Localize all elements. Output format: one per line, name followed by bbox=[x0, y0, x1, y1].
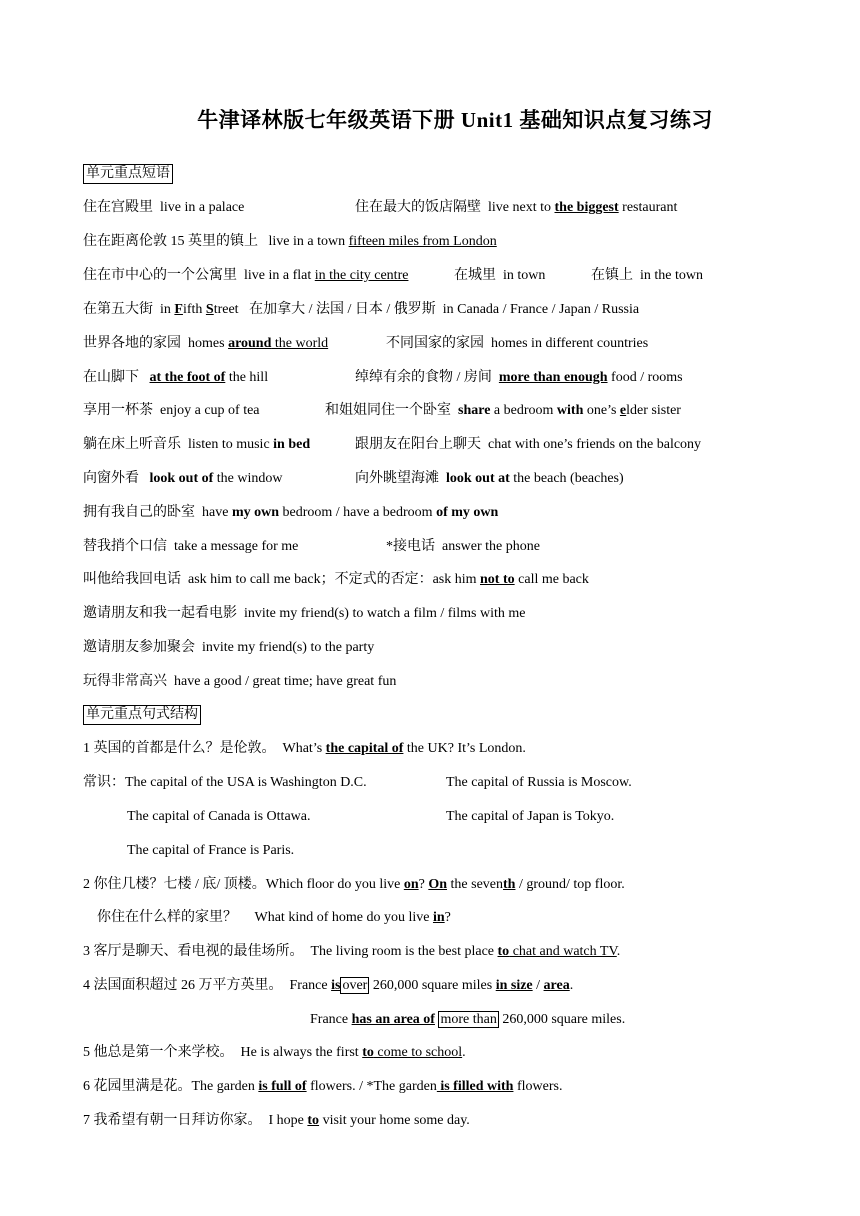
phrase-key: look out at bbox=[446, 471, 510, 486]
phrase-en: the window bbox=[213, 471, 283, 486]
phrase-cn: *接电话 bbox=[386, 539, 435, 554]
sentence-cn: 3 客厅是聊天、看电视的最佳场所。 bbox=[83, 944, 304, 959]
phrase-en: in town bbox=[503, 268, 546, 283]
sentence-cn: 6 花园里满是花。 bbox=[83, 1079, 192, 1094]
phrase-en: invite my friend(s) to the party bbox=[202, 640, 375, 655]
phrase-cn: 住在最大的饭店隔壁 bbox=[355, 200, 481, 215]
sentence-en: . bbox=[616, 944, 621, 959]
phrase-key: with bbox=[556, 403, 584, 418]
phrase-en: invite my friend(s) to watch a film / films with me bbox=[244, 606, 526, 621]
phrase-en: in Canada / France / Japan / Russia bbox=[442, 302, 640, 317]
sentence-en: the UK? It’s London. bbox=[403, 741, 526, 756]
phrase-en: one’s bbox=[583, 403, 620, 418]
sentence-en: France bbox=[289, 978, 332, 993]
phrase-key: more than enough bbox=[498, 370, 608, 385]
phrase-en: have bbox=[202, 505, 232, 520]
phrase-en: homes bbox=[188, 336, 229, 351]
note-label: 常识： bbox=[83, 775, 125, 790]
sentence-en: / ground/ top floor. bbox=[515, 877, 625, 892]
sentence-key: is full of bbox=[258, 1079, 307, 1094]
sentence-en: flowers. bbox=[513, 1079, 563, 1094]
phrase-en: live in a palace bbox=[160, 200, 245, 215]
phrase-cn: 和姐姐同住一个卧室 bbox=[325, 403, 451, 418]
phrase-key: S bbox=[205, 302, 214, 317]
phrase-row-9b bbox=[355, 470, 624, 488]
sentence-cn: 7 我希望有朝一日拜访你家。 bbox=[83, 1113, 262, 1128]
sentence-en: I hope bbox=[268, 1113, 308, 1128]
sentence-en: The capital of France is Paris. bbox=[127, 843, 295, 858]
sentence-key: th bbox=[503, 877, 516, 892]
phrase-key: not to bbox=[480, 572, 515, 587]
phrase-key: F bbox=[174, 302, 183, 317]
phrase-cn: 向外眺望海滩 bbox=[355, 471, 439, 486]
sentence-en: 260,000 square miles. bbox=[498, 1012, 626, 1027]
phrase-cn: 叫他给我回电话 bbox=[83, 572, 181, 587]
phrase-cn: 住在宫殿里 bbox=[83, 200, 153, 215]
phrase-row-2 bbox=[83, 233, 497, 251]
phrase-row-11 bbox=[83, 538, 298, 556]
sentence-key: on bbox=[403, 877, 419, 892]
sentence-en: / bbox=[532, 978, 544, 993]
phrase-key: look out of bbox=[149, 471, 214, 486]
phrase-en: in bbox=[160, 302, 175, 317]
sentence-2 bbox=[83, 876, 625, 894]
phrase-cn: 在镇上 bbox=[591, 268, 633, 283]
sentence-en: ? bbox=[444, 910, 451, 925]
phrase-cn: 邀请朋友和我一起看电影 bbox=[83, 606, 237, 621]
phrase-cn: 向窗外看 bbox=[83, 471, 139, 486]
phrase-key: in the city centre bbox=[314, 268, 409, 283]
phrase-cn: 绰绰有余的食物 / 房间 bbox=[355, 370, 492, 385]
sentence-key: has an area of bbox=[351, 1012, 435, 1027]
phrase-row-5b bbox=[386, 335, 648, 353]
phrase-en: chat with one’s friends on the balcony bbox=[488, 437, 702, 452]
sentence-2b bbox=[97, 909, 451, 927]
phrase-row-1 bbox=[83, 199, 244, 217]
phrase-row-10 bbox=[83, 504, 498, 522]
phrase-en: the beach (beaches) bbox=[509, 471, 624, 486]
sentence-3 bbox=[83, 943, 620, 961]
phrase-en: listen to music bbox=[188, 437, 274, 452]
phrase-row-15 bbox=[83, 673, 396, 691]
common-knowledge-row-2b bbox=[446, 808, 614, 826]
phrase-row-13 bbox=[83, 605, 526, 623]
sentence-cn: 1 英国的首都是什么？是伦敦。 bbox=[83, 741, 276, 756]
sentence-key: in size bbox=[495, 978, 533, 993]
sentence-en: The garden bbox=[191, 1079, 259, 1094]
section-heading-sentences: 单元重点句式结构 bbox=[83, 705, 201, 725]
sentence-en: ? bbox=[418, 877, 429, 892]
phrase-row-4 bbox=[83, 301, 639, 319]
phrase-cn: 住在距离伦敦 15 英里的镇上 bbox=[83, 234, 258, 249]
phrase-row-9 bbox=[83, 470, 283, 488]
sentence-en: The capital of Russia is Moscow. bbox=[446, 775, 632, 790]
sentence-en: . bbox=[569, 978, 574, 993]
phrase-en: live in a town bbox=[268, 234, 349, 249]
phrase-row-11b bbox=[386, 538, 540, 556]
sentence-en: What kind of home do you live bbox=[254, 910, 433, 925]
phrase-en: take a message for me bbox=[174, 539, 299, 554]
phrase-key: share bbox=[458, 403, 491, 418]
sentence-key: is filled with bbox=[436, 1079, 514, 1094]
phrase-en: food / rooms bbox=[607, 370, 683, 385]
sentence-en: The capital of Japan is Tokyo. bbox=[446, 809, 615, 824]
sentence-en: come to school bbox=[373, 1045, 463, 1060]
phrase-row-14 bbox=[83, 639, 374, 657]
phrase-cn: 拥有我自己的卧室 bbox=[83, 505, 195, 520]
phrase-cn: 跟朋友在阳台上聊天 bbox=[355, 437, 481, 452]
phrase-key: my own bbox=[231, 505, 279, 520]
sentence-en: He is always the first bbox=[240, 1045, 363, 1060]
sentence-key: On bbox=[428, 877, 448, 892]
phrase-cn: 在第五大街 bbox=[83, 302, 153, 317]
phrase-key: in bed bbox=[273, 437, 311, 452]
sentence-en: the seven bbox=[447, 877, 503, 892]
sentence-en: 260,000 square miles bbox=[369, 978, 496, 993]
phrase-key: e bbox=[619, 403, 627, 418]
phrase-row-7 bbox=[83, 402, 260, 420]
phrase-row-3 bbox=[83, 267, 408, 285]
common-knowledge-row-1 bbox=[83, 774, 367, 792]
sentence-en: The capital of the USA is Washington D.C. bbox=[125, 775, 367, 790]
phrase-row-5 bbox=[83, 335, 328, 353]
sentence-key: to bbox=[307, 1113, 320, 1128]
phrase-en: the hill bbox=[225, 370, 269, 385]
phrase-cn: 住在市中心的一个公寓里 bbox=[83, 268, 237, 283]
phrase-cn: 替我捎个口信 bbox=[83, 539, 167, 554]
phrase-en: lder sister bbox=[626, 403, 681, 418]
sentence-4b bbox=[310, 1011, 625, 1029]
sentence-cn: 5 他总是第一个来学校。 bbox=[83, 1045, 234, 1060]
phrase-row-3c bbox=[591, 267, 703, 285]
phrase-en: in the town bbox=[640, 268, 703, 283]
sentence-en: France bbox=[310, 1012, 352, 1027]
sentence-7 bbox=[83, 1112, 470, 1130]
sentence-key: to bbox=[497, 944, 510, 959]
phrase-key: at the foot of bbox=[149, 370, 226, 385]
phrase-row-6 bbox=[83, 369, 268, 387]
boxed-word: over bbox=[342, 978, 368, 993]
sentence-key: the capital of bbox=[325, 741, 404, 756]
common-knowledge-row-1b bbox=[446, 774, 632, 792]
phrase-en: enjoy a cup of tea bbox=[160, 403, 260, 418]
sentence-key: in bbox=[432, 910, 445, 925]
sentence-key: area bbox=[543, 978, 570, 993]
phrase-key: of my own bbox=[436, 505, 499, 520]
sentence-1 bbox=[83, 740, 526, 758]
phrase-cn: 躺在床上听音乐 bbox=[83, 437, 181, 452]
phrase-cn: 不同国家的家园 bbox=[386, 336, 484, 351]
phrase-row-8b bbox=[355, 436, 701, 454]
page-title: 牛津译林版七年级英语下册 Unit1 基础知识点复习练习 bbox=[197, 108, 713, 132]
phrase-cn: 玩得非常高兴 bbox=[83, 674, 167, 689]
sentence-4 bbox=[83, 977, 573, 995]
common-knowledge-row-2 bbox=[127, 808, 310, 826]
phrase-cn: 邀请朋友参加聚会 bbox=[83, 640, 195, 655]
phrase-row-6b bbox=[355, 369, 683, 387]
phrase-en: restaurant bbox=[618, 200, 678, 215]
phrase-en: the world bbox=[271, 336, 329, 351]
sentence-key: is bbox=[331, 978, 341, 993]
phrase-cn: 在山脚下 bbox=[83, 370, 139, 385]
phrase-en: a bedroom bbox=[490, 403, 557, 418]
sentence-en: The living room is the best place bbox=[310, 944, 498, 959]
phrase-row-1b bbox=[355, 199, 677, 217]
common-knowledge-row-3 bbox=[127, 842, 294, 860]
phrase-en: bedroom / have a bedroom bbox=[279, 505, 437, 520]
section-heading-phrases: 单元重点短语 bbox=[83, 164, 173, 184]
sentence-en: flowers. / *The garden bbox=[306, 1079, 437, 1094]
phrase-en: live next to bbox=[488, 200, 555, 215]
sentence-en: The capital of Canada is Ottawa. bbox=[127, 809, 311, 824]
phrase-key: fifteen miles from London bbox=[348, 234, 497, 249]
sentence-en: chat and watch TV bbox=[509, 944, 617, 959]
phrase-cn: 在城里 bbox=[454, 268, 496, 283]
boxed-word: more than bbox=[440, 1012, 497, 1027]
sentence-en: . bbox=[462, 1045, 466, 1060]
phrase-row-12 bbox=[83, 571, 589, 589]
phrase-row-7b bbox=[325, 402, 681, 420]
phrase-en: have a good / great time; have great fun bbox=[174, 674, 397, 689]
phrase-cn: 在加拿大 / 法国 / 日本 / 俄罗斯 bbox=[249, 302, 436, 317]
phrase-en: answer the phone bbox=[442, 539, 540, 554]
phrase-cn: 享用一杯茶 bbox=[83, 403, 153, 418]
sentence-en: Which floor do you live bbox=[265, 877, 404, 892]
sentence-key: to bbox=[362, 1045, 374, 1060]
phrase-cn: 世界各地的家园 bbox=[83, 336, 181, 351]
phrase-en: homes in different countries bbox=[491, 336, 649, 351]
phrase-key: around bbox=[228, 336, 272, 351]
sentence-en: What’s bbox=[282, 741, 326, 756]
phrase-row-8 bbox=[83, 436, 310, 454]
sentence-en: visit your home some day. bbox=[319, 1113, 470, 1128]
phrase-en: live in a flat bbox=[244, 268, 315, 283]
sentence-cn: 2 你住几楼？七楼 / 底/ 顶楼。 bbox=[83, 877, 266, 892]
phrase-key: the biggest bbox=[554, 200, 619, 215]
phrase-row-3b bbox=[454, 267, 545, 285]
sentence-cn: 你住在什么样的家里？ bbox=[97, 910, 237, 925]
sentence-6 bbox=[83, 1078, 562, 1096]
sentence-5 bbox=[83, 1044, 466, 1062]
phrase-en: ifth bbox=[182, 302, 206, 317]
phrase-en: ask him to call me back；不定式的否定：ask him bbox=[188, 572, 481, 587]
sentence-cn: 4 法国面积超过 26 万平方英里。 bbox=[83, 978, 283, 993]
phrase-en: treet bbox=[213, 302, 239, 317]
phrase-en: call me back bbox=[514, 572, 589, 587]
